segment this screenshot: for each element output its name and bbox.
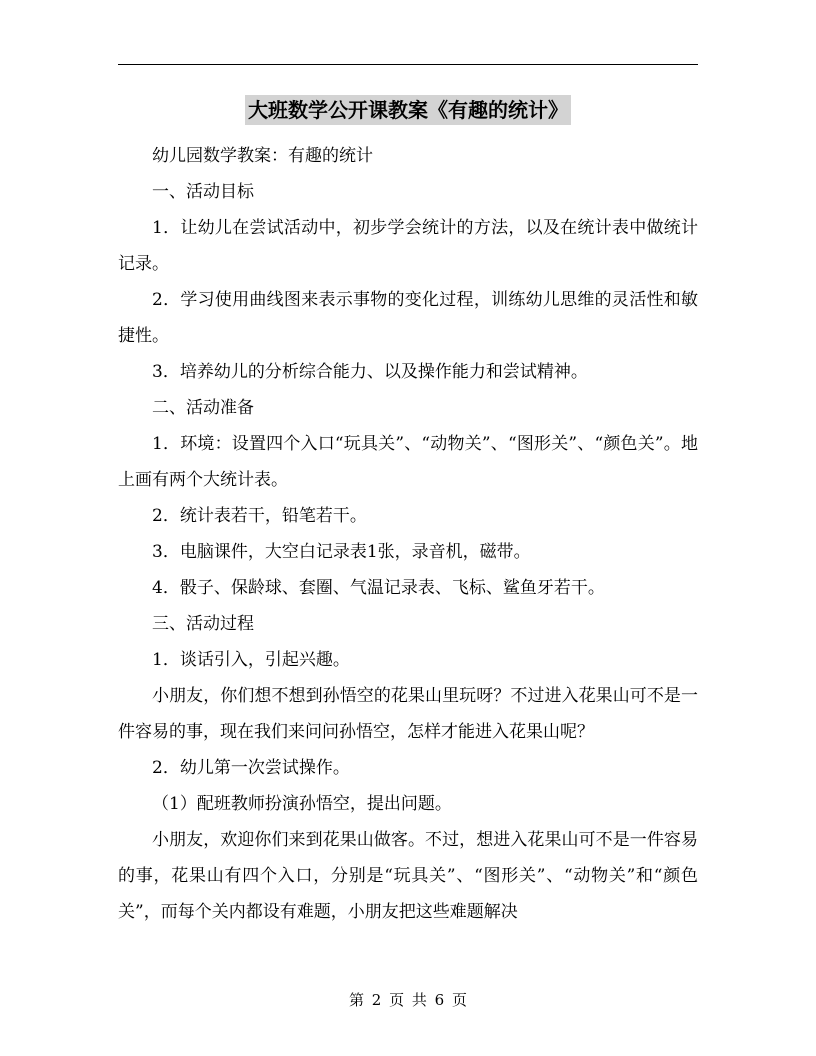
paragraph: 3．培养幼儿的分析综合能力、以及操作能力和尝试精神。 xyxy=(152,362,588,382)
page-footer: 第 2 页 共 6 页 xyxy=(349,991,467,1009)
paragraph: 1．让幼儿在尝试活动中，初步学会统计的方法，以及在统计表中做统计记录。 xyxy=(118,218,698,274)
paragraph: 1．谈话引入，引起兴趣。 xyxy=(152,650,350,670)
document-title-text: 大班数学公开课教案《有趣的统计》 xyxy=(245,95,571,125)
header-rule xyxy=(118,64,698,65)
section-heading-objectives: 一、活动目标 xyxy=(152,182,254,202)
paragraph-subtitle: 幼儿园数学教案：有趣的统计 xyxy=(152,146,373,166)
paragraph: 小朋友，欢迎你们来到花果山做客。不过，想进入花果山可不是一件容易的事，花果山有四个入口，分别是“玩具关”、“图形关”、“动物关”和“颜色关”，而每个关内都设有难题，小朋友把这些难题解决 xyxy=(118,830,698,922)
paragraph: 1．环境：设置四个入口“玩具关”、“动物关”、“图形关”、“颜色关”。地上画有两个大统计表。 xyxy=(118,434,698,490)
paragraph: 小朋友，你们想不想到孙悟空的花果山里玩呀？不过进入花果山可不是一件容易的事，现在我们来问问孙悟空，怎样才能进入花果山呢？ xyxy=(118,686,698,742)
paragraph: 2．幼儿第一次尝试操作。 xyxy=(152,758,350,778)
document-title xyxy=(0,95,816,127)
document-body xyxy=(118,138,698,930)
paragraph: 4．骰子、保龄球、套圈、气温记录表、飞标、鲨鱼牙若干。 xyxy=(152,578,605,598)
section-heading-process: 三、活动过程 xyxy=(152,614,254,634)
paragraph: 2．统计表若干，铅笔若干。 xyxy=(152,506,367,526)
section-heading-preparation: 二、活动准备 xyxy=(152,398,254,418)
paragraph: 3．电脑课件，大空白记录表1张，录音机，磁带。 xyxy=(152,542,531,562)
paragraph: 2．学习使用曲线图来表示事物的变化过程，训练幼儿思维的灵活性和敏捷性。 xyxy=(118,290,698,346)
paragraph: （1）配班教师扮演孙悟空，提出问题。 xyxy=(152,794,452,814)
